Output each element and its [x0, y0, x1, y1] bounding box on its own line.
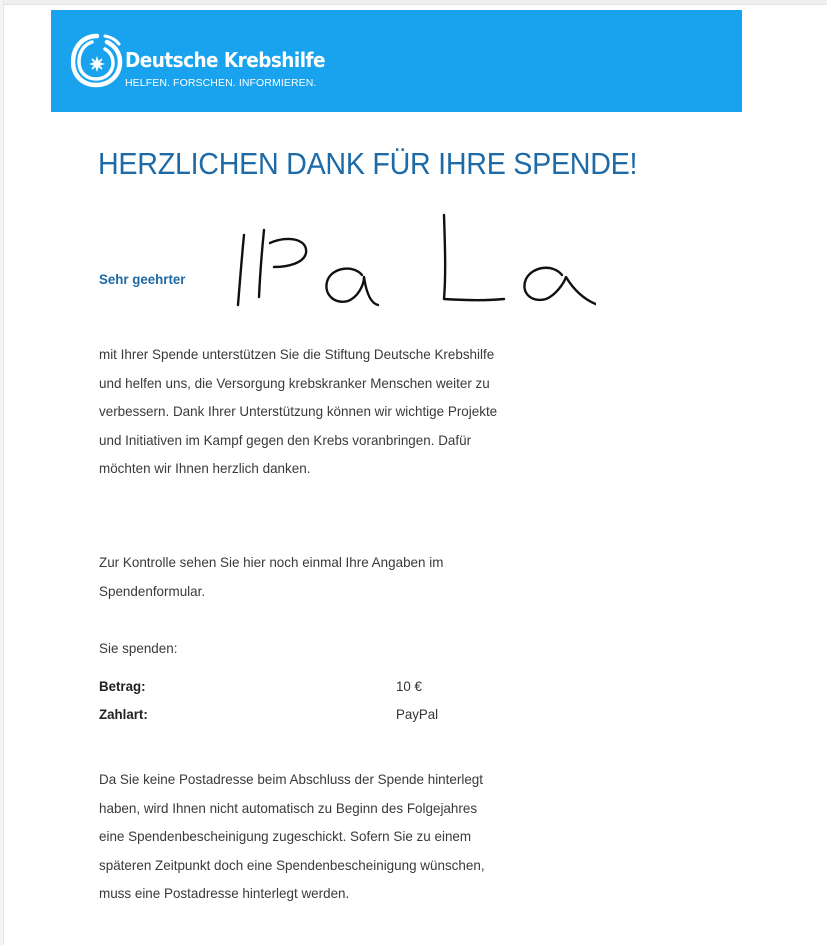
intro-paragraph: mit Ihrer Spende unterstützen Sie die Stiftung Deutsche Krebshilfe und helfen uns, die Versorgung krebskranker Menschen weiter zu verbessern. Dank Ihrer Unterstützung können wir wichtige Projekte und Initiativen im Kampf gegen den Krebs voranbringen. Dafür möchten wir Ihnen herzlich danken.	[99, 346, 498, 477]
donation-intro: Sie spenden:	[99, 640, 178, 656]
control-paragraph: Zur Kontrolle sehen Sie hier noch einmal Ihre Angaben im Spendenformular.	[99, 554, 444, 599]
postal-address-paragraph: Da Sie keine Postadresse beim Abschluss der Spende hinterlegt haben, wird Ihnen nicht automatisch zu Beginn des Folgejahres eine Spendenbescheinigung zugeschickt. Sofern Sie zu einem späteren Zeitpunkt doch eine Spendenbescheinigung wünschen, muss eine Postadresse hinterlegt werden.	[99, 771, 485, 902]
thank-you-headline: HERZLICHEN DANK FÜR IHRE SPENDE!	[98, 146, 638, 181]
deutsche-krebshilfe-logo-icon	[71, 32, 123, 88]
amount-value: 10 €	[396, 678, 422, 694]
detail-row-payment-method	[99, 706, 519, 730]
email-header-banner	[51, 10, 742, 112]
detail-row-amount	[99, 678, 519, 702]
payment-method-value: PayPal	[396, 706, 439, 722]
amount-label: Betrag:	[99, 678, 146, 694]
brand-tagline: HELFEN. FORSCHEN. INFORMIEREN.	[125, 77, 317, 89]
viewer-left-border	[0, 0, 4, 945]
email-body	[51, 10, 742, 945]
salutation: Sehr geehrter	[99, 271, 186, 287]
handwritten-name	[226, 205, 596, 325]
viewer-top-border	[0, 0, 827, 5]
brand-name: Deutsche Krebshilfe	[125, 48, 325, 72]
payment-method-label: Zahlart:	[99, 706, 148, 722]
